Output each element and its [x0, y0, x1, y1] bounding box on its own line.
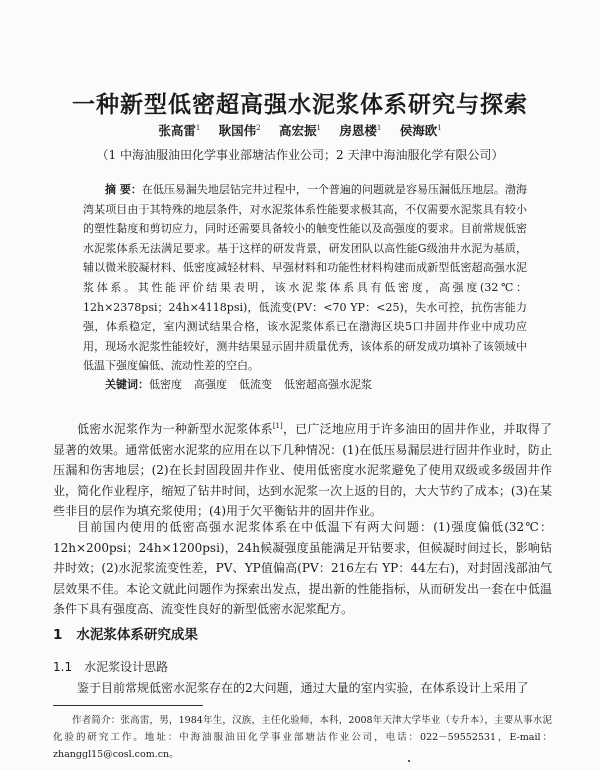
scan-speck [408, 760, 410, 762]
keyword: 低密度 [149, 378, 182, 391]
author-name: 张高雷$^1$ [158, 123, 201, 138]
author-name: 侯海欧$^1$ [399, 123, 442, 138]
citation-ref: [1] [272, 422, 283, 430]
abstract-text: 在低压易漏失地层钻完井过程中，一个普遍的问题就是容易压漏低压地层。渤海湾某项目由于其特殊的地层条件，对水泥浆体系性能要求极其高，不仅需要水泥浆具有较小的塑性黏度和剪切应力，同时还需要具备较小的触变性能以及高强度的要求。目前常规低密水泥浆体系无法满足要求。基于这样的研发背景，研发团队以高性能G级油井水泥为基质，辅以微米胶凝材料、低密度减轻材料、早强材料和功能性材料构建而成新型低密超高强水泥浆体系。其性能评价结果表明，该水泥浆体系具有低密度，高强度(32℃：12h×2378psi；24h×4118psi)，低流变(PV：<70 YP：<25)，失水可控，抗伤害能力强，体系稳定，室内测试结果合格，该水泥浆体系已在渤海区块5口井固井作业中成功应用，现场水泥浆性能较好，测井结果显示固井质量优秀，该体系的研发成功填补了该领域中低温下强度偏低、流动性差的空白。 [83, 183, 527, 373]
author-name: 耿国伟$^2$ [218, 123, 261, 138]
keyword: 高强度 [194, 378, 227, 391]
footnote-divider [53, 705, 203, 706]
abstract [83, 180, 527, 376]
keyword: 低密超高强水泥浆 [284, 378, 372, 391]
subsection-heading: 1.1 水泥浆设计思路 [53, 660, 169, 674]
body-paragraph: 鉴于目前常规低密水泥浆存在的2大问题，通过大量的室内实验，在体系设计上采用了 [77, 681, 529, 695]
keyword: 低流变 [239, 378, 272, 391]
keywords [83, 376, 527, 392]
affiliations: （1 中海油服油田化学事业部塘沽作业公司；2 天津中海油服化学有限公司） [96, 148, 504, 162]
section-heading: 1 水泥浆体系研究成果 [53, 627, 198, 643]
abstract-label: 摘 要： [105, 183, 142, 196]
keywords-label: 关键词： [105, 378, 149, 391]
paper-title: 一种新型低密超高强水泥浆体系研究与探索 [72, 92, 528, 118]
body-paragraph: 低密水泥浆作为一种新型水泥浆体系[1]，已广泛地应用于许多油田的固井作业，并取得了显著的效果。通常低密水泥浆的应用在以下几种情况：(1)在低压易漏层进行固井作业时，防止压漏和伤害地层；(2)在长封固段固井作业、使用低密度水泥浆避免了使用双级或多级固井作业，简化作业程序，缩短了钻井时间，达到水泥浆一次上返的目的，大大节约了成本；(3)在某些非目的层作为填充浆使用；(4)用于欠平衡钻井的固井作业。 [53, 422, 552, 518]
author-list [0, 121, 600, 139]
author-name: 高宏振$^1$ [279, 123, 321, 138]
body-paragraph: 目前国内使用的低密高强水泥浆体系在中低温下有两大问题：(1)强度偏低(32℃：12h×200psi；24h×1200psi)，24h候凝强度虽能满足开钻要求，但候凝时间过长，影响钻井时效；(2)水泥浆流变性差，PV、YP值偏高(PV：216左右 YP：44左右)，对封固浅部油气层效果不佳。本论文就此问题作为探索出发点，提出新的性能指标，从而研发出一套在中低温条件下具有强度高、流变性良好的新型低密水泥浆配方。 [53, 520, 552, 616]
author-footnote: 作者简介：张高雷，男，1984年生，汉族，主任化验师，本科，2008年天津大学毕业（专升本），主要从事水泥化验的研究工作。地址：中海油服油田化学事业部塘沽作业公司，电话：022－59552531，E-mail：zhanggl15@cosl.com.cn。 [53, 715, 552, 760]
author-name: 房恩楼$^1$ [339, 123, 382, 138]
